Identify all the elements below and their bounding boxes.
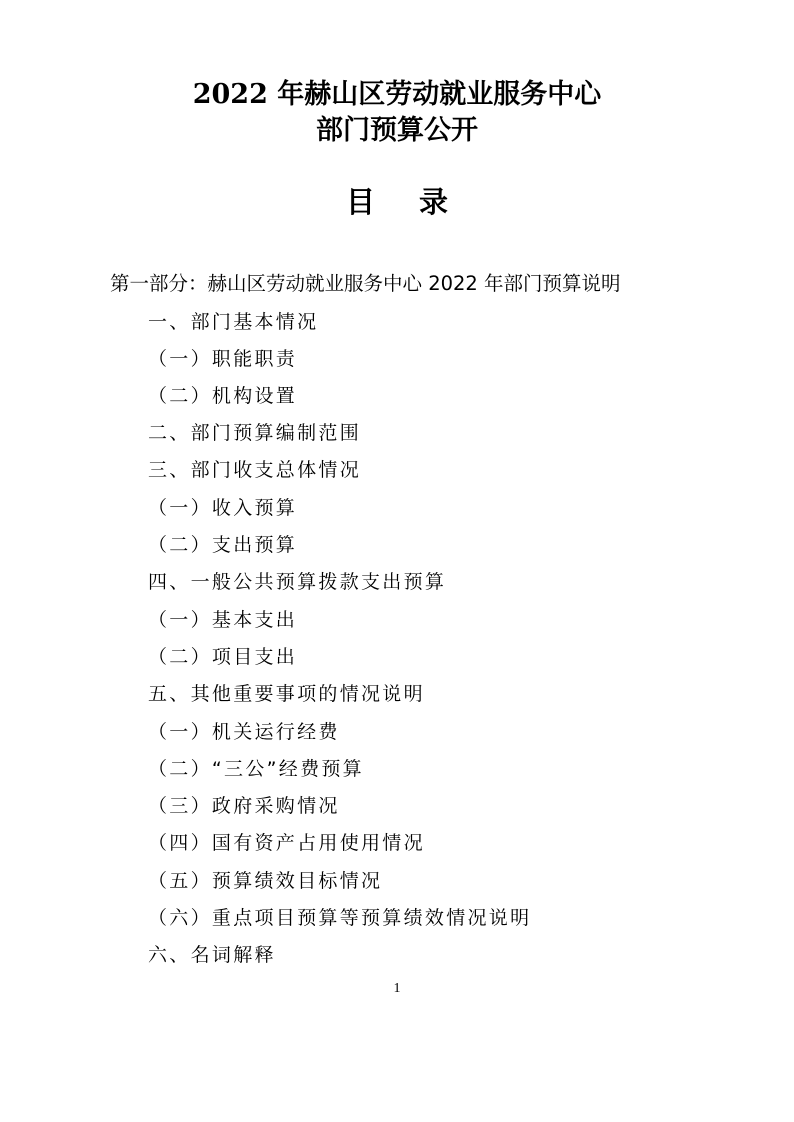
toc-item-org-setup: （二）机构设置 [148, 385, 298, 407]
toc-item-basic-expenditure: （一）基本支出 [148, 609, 298, 631]
toc-item-dept-basic-info: 一、部门基本情况 [148, 311, 319, 333]
toc-item-operating-costs: （一）机关运行经费 [148, 721, 340, 743]
toc-item-revenue-budget: （一）收入预算 [148, 497, 298, 519]
toc-item-budget-scope: 二、部门预算编制范围 [148, 422, 362, 444]
document-title-line1: 2022 年赫山区劳动就业服务中心 [192, 79, 602, 110]
document-title-line2: 部门预算公开 [316, 115, 478, 146]
toc-item-gov-procurement: （三）政府采购情况 [148, 795, 340, 817]
toc-item-three-public-costs: （二）“三公”经费预算 [148, 758, 364, 780]
toc-item-general-public-budget: 四、一般公共预算拨款支出预算 [148, 571, 447, 593]
toc-item-key-projects: （六）重点项目预算等预算绩效情况说明 [148, 907, 532, 929]
toc-item-other-matters: 五、其他重要事项的情况说明 [148, 683, 425, 705]
toc-item-project-expenditure: （二）项目支出 [148, 646, 298, 668]
toc-item-state-assets: （四）国有资产占用使用情况 [148, 832, 425, 854]
toc-item-expenditure-budget: （二）支出预算 [148, 534, 298, 556]
toc-heading: 目录 [345, 185, 492, 219]
toc-item-revenue-expenditure: 三、部门收支总体情况 [148, 459, 362, 481]
part-one-heading: 第一部分：赫山区劳动就业服务中心 2022 年部门预算说明 [110, 272, 621, 295]
toc-item-functions-duties: （一）职能职责 [148, 348, 298, 370]
page-number: 1 [393, 981, 401, 996]
toc-item-performance-targets: （五）预算绩效目标情况 [148, 870, 383, 892]
toc-item-glossary: 六、名词解释 [148, 944, 276, 966]
